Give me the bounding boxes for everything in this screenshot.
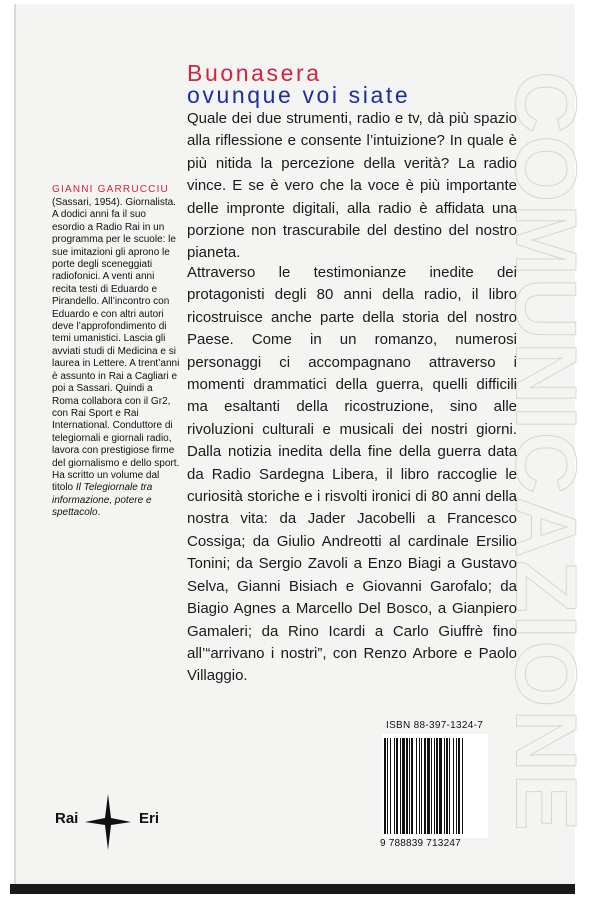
star-icon [85,794,131,850]
rai-eri-logo [47,792,177,850]
author-book-title: Il Telegiornale tra informazione, potere e spettacolo [52,482,153,519]
barcode-digits: 9 788839 713247 [380,838,461,849]
isbn-text: ISBN 88-397-1324-7 [386,720,484,731]
spine-watermark [497,12,594,892]
title-line-2: ovunque voi siate [187,82,411,108]
blurb-paragraph-2: Attraverso le testimonianze inedite dei protagonisti degli 80 anni della radio, il libro ricostruisce anche parte della storia del nostro Paese. Come in un romanzo, numerosi personaggi ci accompagnano attraverso i momenti drammatici della guerra, quelli difficili ma esaltanti della ricostruzione, sino alle rivoluzioni culturali e musicali dei nostri giorni. Dalla notizia inedita della fine della guerra data da Radio Sardegna Libera, il libro raccoglie le curiosità storiche e i risvolti ironici di 80 anni della nostra vita: da Jader Jacobelli a Francesco Cossiga; da Giulio Andreotti al cardinale Ersilio Tonini; da Sergio Zavoli a Enzo Biagi a Gustavo Selva, Gianni Bisiach e Giovanni Garofalo; da Biagio Agnes a Marcello Del Bosco, a Gianpiero Gamaleri; da Rino Icardi a Carlo Giuffrè fino all’“arrivano i nostri”, con Renzo Arbore e Paolo Villaggio. [187,264,517,685]
author-bio [52,197,180,520]
title-line-1: Buonasera [187,60,322,86]
blurb-paragraph-1: Quale dei due strumenti, radio e tv, dà più spazio alla riflessione e consente l’intuizione? In quale è più nitida la percezione della verità? La radio vince. E se è vero che la voce è più importante delle impronte digitali, alla radio è affidata una porzione non trascurabile del destino del nostro pianeta. [187,110,517,262]
author-name: GIANNI GARRUCCIU [52,184,169,195]
spine-watermark-text: COMUNICAZIONE [497,71,594,833]
author-bio-end: . [97,507,101,519]
logo-text-eri: Eri [139,810,160,827]
author-bio-text: (Sassari, 1954). Giornalista. A dodici anni fa il suo esordio a Radio Rai in un programma per le scuole: le sue imitazioni gli aprono le porte degli sceneggiati radiofonici. A venti anni recita testi di Eduardo e Pirandello. All’incontro con Eduardo e con altri autori deve l’approfondimento di temi umanistici. Lascia gli avviati studi di Medicina e si laurea in Lettere. A trent’anni è assunto in Rai a Cagliari e poi a Sassari. Quindi a Roma collabora con il Gr2, con Rai Sport e Rai International. Conduttore di telegiornali e giornali radio, lavora con prestigiose firme del giornalismo e dello sport. Ha scritto un volume dal titolo [52,197,180,494]
cover-bottom-edge [10,884,575,894]
barcode [382,734,488,838]
logo-text-rai: Rai [55,810,79,827]
